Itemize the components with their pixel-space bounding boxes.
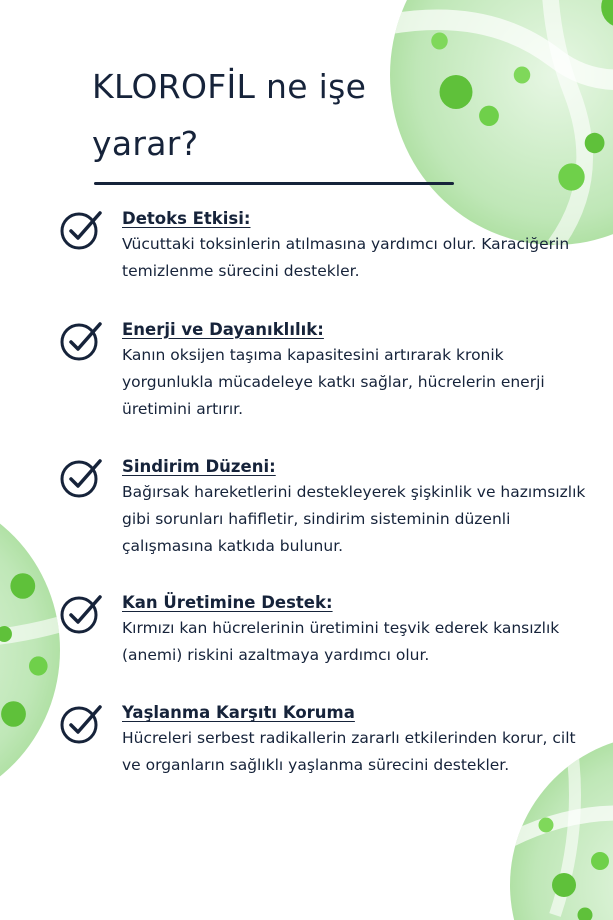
benefit-description: Bağırsak hareketlerini destekleyerek şişkinlik ve hazımsızlık gibi sorunları hafifletir, sindirim sisteminin düzenli çalışmasına katkıda bulunur.: [122, 483, 586, 555]
benefit-title: Detoks Etkisi:: [122, 209, 251, 228]
benefit-title: Sindirim Düzeni:: [122, 457, 276, 476]
circle-check-icon: [58, 591, 104, 637]
benefit-title: Kan Üretimine Destek:: [122, 593, 333, 612]
benefit-description: Kırmızı kan hücrelerinin üretimini teşvik ederek kansızlık (anemi) riskini azaltmaya yardımcı olur.: [122, 619, 560, 664]
chlorophyll-image-left: [0, 490, 60, 810]
benefit-description: Vücuttaki toksinlerin atılmasına yardımcı olur. Karaciğerin temizlenme sürecini destekler.: [122, 235, 570, 280]
benefit-title: Yaşlanma Karşıtı Koruma: [122, 703, 355, 722]
benefit-title: Enerji ve Dayanıklılık:: [122, 320, 324, 339]
circle-check-icon: [58, 318, 104, 364]
circle-check-icon: [58, 455, 104, 501]
page-title: KLOROFİL ne işe yarar?: [92, 67, 367, 163]
title-divider: [94, 182, 454, 185]
circle-check-icon: [58, 701, 104, 747]
benefit-description: Kanın oksijen taşıma kapasitesini artırarak kronik yorgunlukla mücadeleye katkı sağlar, hücrelerin enerji üretimini artırır.: [122, 346, 545, 418]
benefit-description: Hücreleri serbest radikallerin zararlı etkilerinden korur, cilt ve organların sağlıklı yaşlanma sürecini destekler.: [122, 729, 576, 774]
circle-check-icon: [58, 207, 104, 253]
chlorophyll-image-top: [390, 0, 613, 245]
